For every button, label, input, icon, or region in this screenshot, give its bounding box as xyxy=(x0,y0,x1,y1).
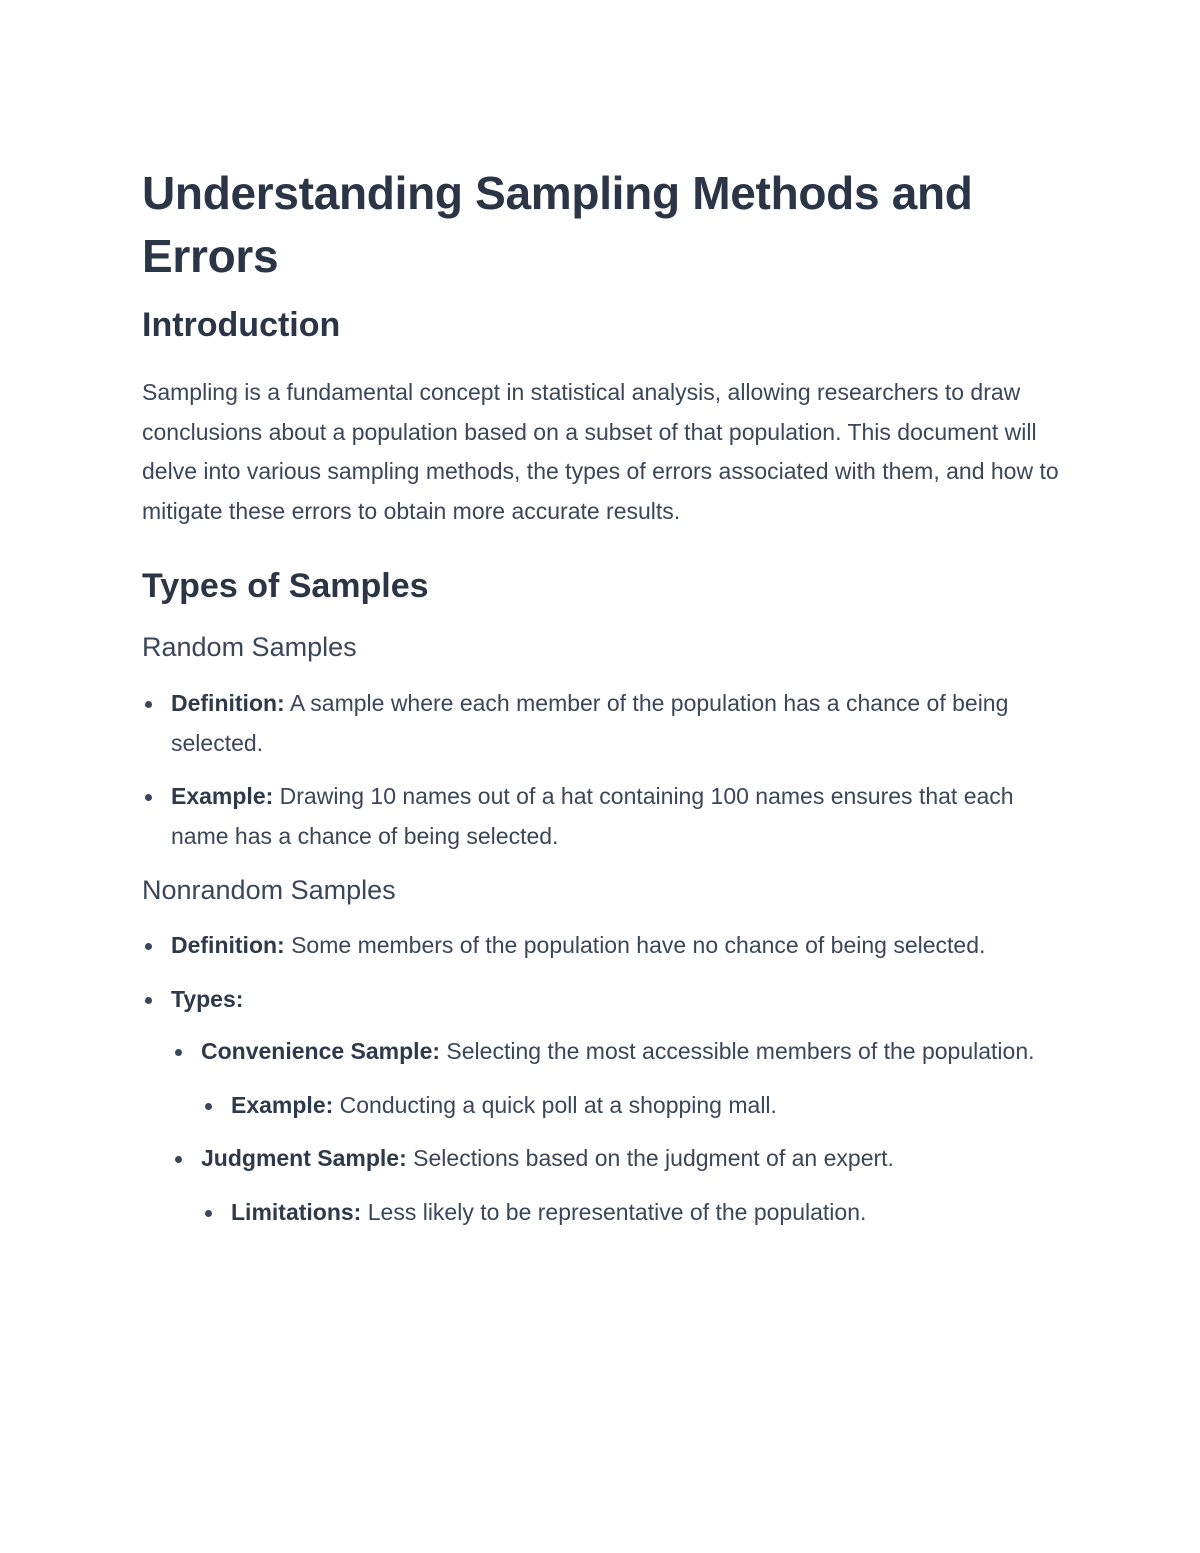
definition-term: Definition: xyxy=(171,932,285,958)
nonrandom-samples-list xyxy=(142,926,1072,1232)
random-definition-item xyxy=(142,684,1072,763)
bullet xyxy=(145,997,152,1004)
judgment-text: Selections based on the judgment of an expert. xyxy=(406,1145,894,1171)
types-label: Types: xyxy=(171,985,244,1012)
bullet xyxy=(145,701,152,708)
nonrandom-samples-heading: Nonrandom Samples xyxy=(142,875,396,905)
document-title: Understanding Sampling Methods and Errors xyxy=(142,167,973,282)
judgment-limitations-item xyxy=(142,1193,1072,1233)
random-example-item xyxy=(142,777,1072,856)
example-term: Example: xyxy=(171,783,274,809)
convenience-sample-item xyxy=(142,1032,1072,1072)
random-samples-heading: Random Samples xyxy=(142,632,357,662)
bullet xyxy=(145,794,152,801)
limitations-text: Less likely to be representative of the population. xyxy=(361,1198,867,1225)
bullet xyxy=(205,1210,212,1217)
document-page xyxy=(142,162,1072,1232)
types-of-samples-heading: Types of Samples xyxy=(142,567,429,605)
definition-text: A sample where each member of the population has a chance of being selected. xyxy=(171,690,1009,756)
definition-text: Some members of the population have no chance of being selected. xyxy=(284,932,986,958)
introduction-heading: Introduction xyxy=(142,306,341,344)
example-text: Conducting a quick poll at a shopping mall. xyxy=(333,1091,777,1118)
nonrandom-definition-item xyxy=(142,926,1072,966)
judgment-term: Judgment Sample: xyxy=(201,1145,407,1171)
limitations-term: Limitations: xyxy=(231,1198,362,1225)
bullet xyxy=(175,1049,182,1056)
bullet xyxy=(145,943,152,950)
example-text: Drawing 10 names out of a hat containing 100 names ensures that each name has a chance of being selected. xyxy=(171,783,1014,849)
introduction-paragraph: Sampling is a fundamental concept in statistical analysis, allowing researchers to draw conclusions about a population based on a subset of that population. This document will delve into various sampling methods, the types of errors associated with them, and how to mitigate these errors to obtain more accurate results. xyxy=(142,379,1059,524)
bullet xyxy=(175,1156,182,1163)
convenience-example-item xyxy=(142,1086,1072,1126)
convenience-term: Convenience Sample: xyxy=(201,1038,441,1064)
example-term: Example: xyxy=(231,1091,334,1118)
definition-term: Definition: xyxy=(171,690,285,716)
judgment-sample-item xyxy=(142,1139,1072,1179)
random-samples-list xyxy=(142,684,1072,856)
convenience-text: Selecting the most accessible members of the population. xyxy=(440,1038,1035,1064)
nonrandom-types-item xyxy=(142,980,1072,1020)
bullet xyxy=(205,1103,212,1110)
